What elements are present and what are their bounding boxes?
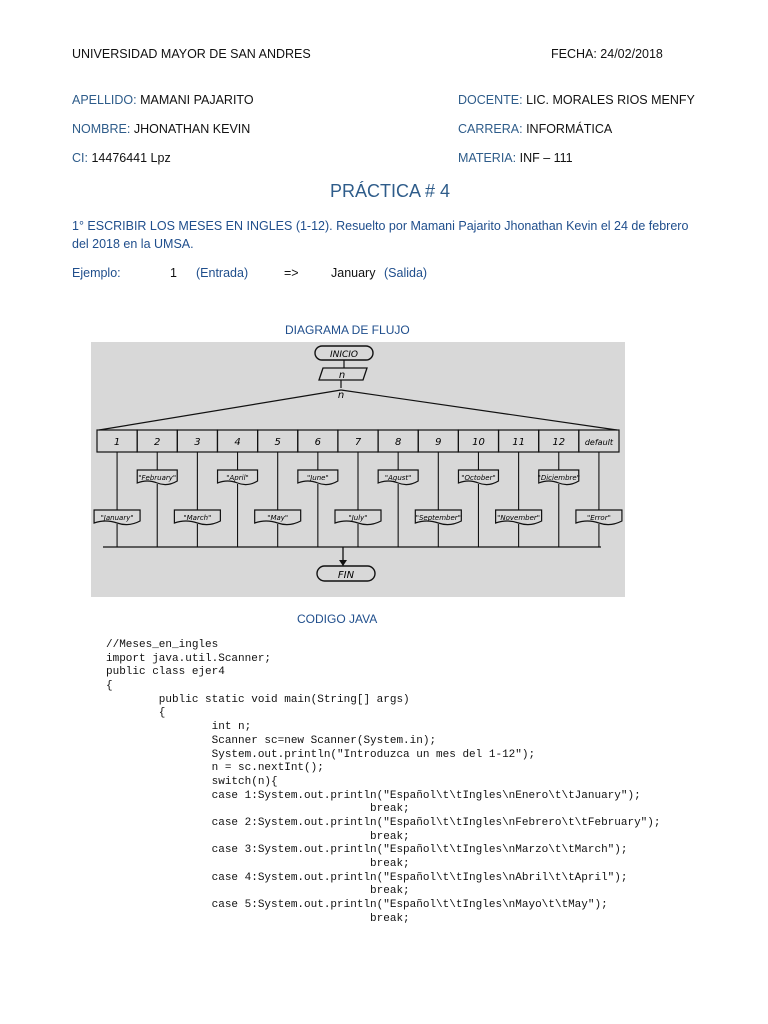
statement-line-2: del 2018 en la UMSA. [72,237,194,251]
code-heading: CODIGO JAVA [297,612,378,626]
output-label: "January" [100,514,134,522]
example-output-tag: (Salida) [384,266,428,280]
statement-line-1: 1° ESCRIBIR LOS MESES EN INGLES (1-12). Resuelto por Mamani Pajarito Jhonathan Kevin el 24 de febrero [72,219,689,233]
output-label: "Diciembre" [537,474,580,482]
output-label: "October" [461,474,496,482]
start-label: INICIO [329,350,359,360]
carrera-value: INFORMÁTICA [526,122,613,136]
code-line: break; [106,858,410,870]
java-code-block [106,639,661,926]
flowchart-figure [91,342,625,597]
case-label: 2 [154,437,161,448]
example-label: Ejemplo: [72,266,121,280]
code-line: { [106,680,113,693]
docente-label: DOCENTE: [458,93,523,107]
carrera-label: CARRERA: [458,122,523,136]
university-name: UNIVERSIDAD MAYOR DE SAN ANDRES [72,47,311,61]
docente-value: LIC. MORALES RIOS MENFY [526,93,695,107]
code-line: break; [106,830,410,843]
code-line: public class ejer4 [106,666,225,679]
ci-value: 14476441 Lpz [91,151,171,165]
page-title: PRÁCTICA # 4 [330,181,451,201]
diagram-heading: DIAGRAMA DE FLUJO [285,323,410,337]
materia-label: MATERIA: [458,151,517,165]
code-line: System.out.println("Introduzca un mes del 1-12"); [106,748,536,761]
carrera-row [458,122,612,136]
example-input-tag: (Entrada) [196,266,249,280]
case-label: 4 [234,437,241,448]
date-label: FECHA: 24/02/2018 [551,47,663,61]
code-line: break; [106,912,410,925]
code-line: { [106,707,166,720]
flowchart-svg [91,342,625,597]
output-label: "March" [183,514,212,522]
example-output: January [331,266,376,280]
example-input: 1 [170,266,177,280]
output-label: "Error" [587,514,611,522]
code-line: import java.util.Scanner; [106,652,272,665]
docente-row [458,93,695,107]
case-label: 6 [314,437,322,448]
materia-value: INF – 111 [519,151,573,165]
case-label: 1 [113,437,121,448]
case-label: default [584,438,614,447]
example-arrow: => [284,266,299,280]
decision-label: n [337,390,345,401]
code-line: n = sc.nextInt(); [106,762,324,775]
output-label: "November" [497,514,541,522]
nombre-value: JHONATHAN KEVIN [133,122,251,136]
code-line: case 4:System.out.println("Español\t\tIngles\nAbril\t\tApril"); [106,871,628,884]
code-line: case 1:System.out.println("Español\t\tIngles\nEnero\t\tJanuary"); [106,789,641,802]
nombre-row [72,122,250,136]
case-label: 3 [194,437,201,448]
code-line: switch(n){ [106,775,278,788]
code-line: public static void main(String[] args) [106,693,410,706]
ci-row [72,151,171,165]
output-label: "July" [348,514,368,522]
code-line: //Meses_en_ingles [106,639,219,651]
end-label: FIN [337,570,355,581]
code-line: case 5:System.out.println("Español\t\tIngles\nMayo\t\tMay"); [106,899,608,912]
input-label: n [338,370,346,381]
code-line: case 2:System.out.println("Español\t\tIngles\nFebrero\t\tFebruary"); [106,816,661,829]
case-label: 11 [512,437,525,448]
case-label: 12 [552,437,566,448]
output-label: "September" [415,514,461,522]
case-label: 10 [472,437,485,448]
case-label: 7 [354,437,362,448]
output-label: "May" [267,514,289,522]
ci-label: CI: [72,151,88,165]
apellido-label: APELLIDO: [72,93,137,107]
materia-row [458,151,573,165]
code-line: break; [106,885,410,898]
nombre-label: NOMBRE: [72,122,131,136]
output-label: "Agust" [384,474,412,482]
case-label: 9 [435,437,442,448]
output-label: "April" [226,474,249,482]
case-label: 8 [394,437,402,448]
output-label: "June" [307,474,329,482]
code-line: int n; [106,721,252,734]
code-line: Scanner sc=new Scanner(System.in); [106,734,437,747]
apellido-row [72,93,254,107]
apellido-value: MAMANI PAJARITO [140,93,254,107]
code-line: break; [106,803,410,816]
output-label: "February" [138,474,177,482]
code-line: case 3:System.out.println("Español\t\tIngles\nMarzo\t\tMarch"); [106,844,628,857]
case-label: 5 [274,437,281,448]
